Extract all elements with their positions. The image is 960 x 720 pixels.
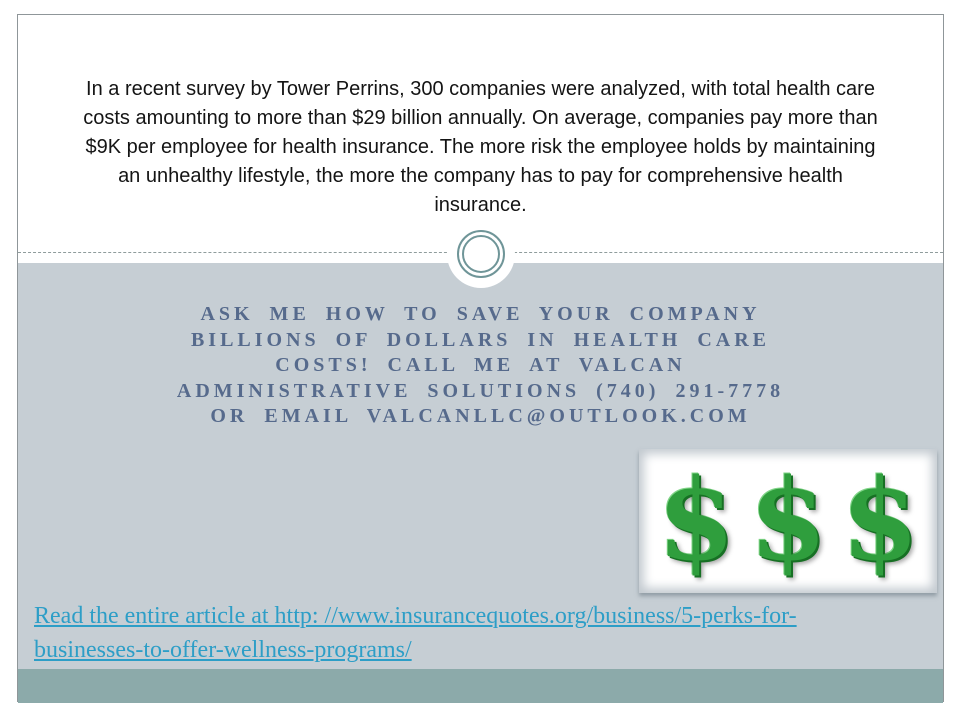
cta-line: COSTS! CALL ME AT VALCAN: [275, 354, 686, 376]
article-link-line[interactable]: businesses-to-offer-wellness-programs/: [34, 637, 412, 663]
dollar-sign-icon: $: [749, 455, 827, 586]
dollar-sign-icon: $: [657, 455, 736, 586]
footer-accent-bar: [18, 669, 943, 703]
dollar-signs-image: [639, 449, 937, 593]
slide: [17, 14, 944, 702]
article-hyperlink[interactable]: [34, 599, 797, 667]
dollar-sign-icon: $: [840, 455, 919, 586]
survey-paragraph: In a recent survey by Tower Perrins, 300 companies were analyzed, with total health care costs amounting to more than $29 billion annually. On average, companies pay more than $9K per employee for health insurance. The more risk the employee holds by maintaining an unhealthy lifestyle, the more the company has to pay for comprehensive health insurance.: [83, 78, 878, 216]
circle-ornament-icon: [447, 220, 515, 288]
article-link-line[interactable]: Read the entire article at http: //www.insurancequotes.org/business/5-perks-for-: [34, 603, 797, 629]
cta-heading: [18, 302, 943, 430]
cta-line: OR EMAIL VALCANLLC@OUTLOOK.COM: [210, 405, 751, 427]
cta-line: ASK ME HOW TO SAVE YOUR COMPANY: [200, 303, 761, 325]
cta-line: BILLIONS OF DOLLARS IN HEALTH CARE: [190, 328, 771, 351]
circle-ring-inner: [462, 235, 500, 273]
cta-line: ADMINISTRATIVE SOLUTIONS (740) 291-7778: [176, 379, 785, 402]
